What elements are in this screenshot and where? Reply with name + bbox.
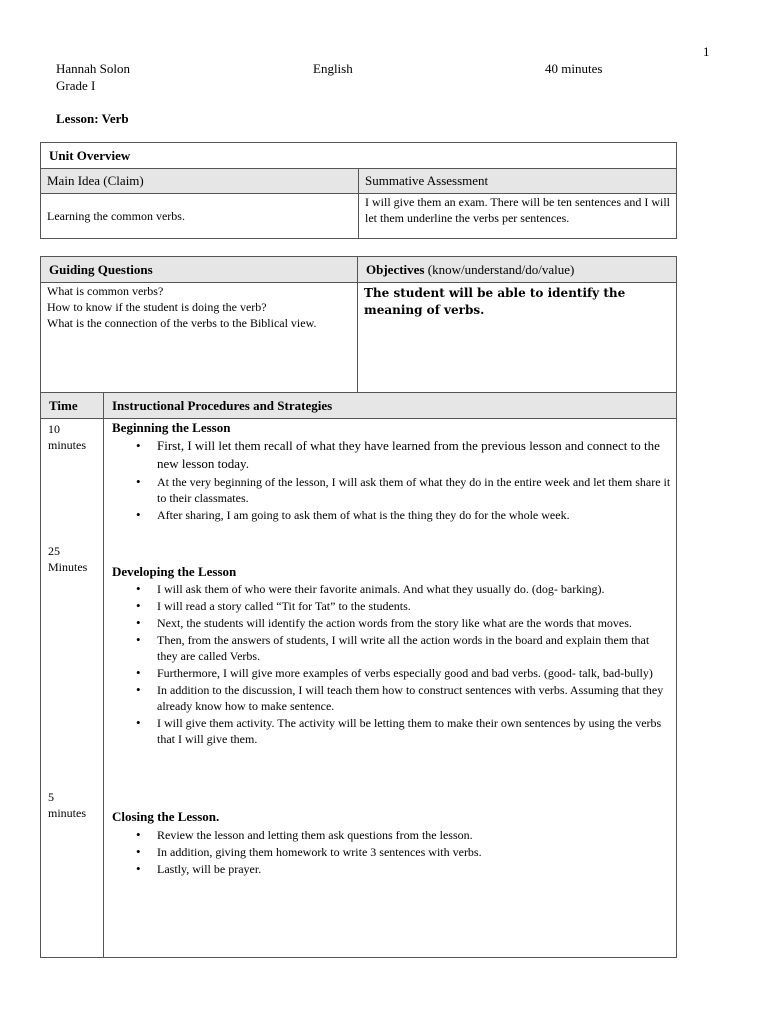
objectives-sub: (know/understand/do/value) [424,261,575,277]
time-unit: minutes [48,438,86,452]
list-item: • After sharing, I am going to ask them of what is the thing they do for the whole week. [112,507,672,523]
subject: English [313,61,353,76]
guiding-question: What is the connection of the verbs to the Biblical view. [47,316,317,330]
main-idea-label: Main Idea (Claim) [41,169,359,194]
beginning-items [112,437,672,524]
list-item: • I will read a story called “Tit for Tat” to the students. [112,598,672,614]
list-item: • First, I will let them recall of what they have learned from the previous lesson and connect to the new lesson today. [112,437,672,473]
procedures-table [40,392,677,958]
list-item: • Next, the students will identify the action words from the story like what are the words that moves. [112,615,672,631]
list-item: • In addition, giving them homework to write 3 sentences with verbs. [112,844,672,860]
objectives-label: Objectives [366,261,425,277]
closing-items [112,827,672,878]
time-value: 10 [48,422,60,436]
summative-assessment-text: I will give them an exam. There will be ten sentences and I will let them underline the verbs per sentences. [359,194,677,239]
strategies-column [104,419,677,958]
time-section-1 [48,421,86,453]
guiding-questions-title: Guiding Questions [41,257,358,283]
section-title-developing: Developing the Lesson [112,564,237,579]
list-item: • In addition to the discussion, I will teach them how to construct sentences with verbs. Assuming that they already know how to make sentence. [112,682,672,714]
section-title-beginning: Beginning the Lesson [112,420,231,435]
time-value: 25 [48,544,60,558]
teacher-name: Hannah Solon [56,61,131,76]
time-header: Time [41,393,104,419]
time-value: 5 [48,790,54,804]
summative-assessment-label: Summative Assessment [359,169,677,194]
time-section-2 [48,543,87,575]
objectives-header [358,257,677,283]
list-item: • At the very beginning of the lesson, I will ask them of what they do in the entire week and let them share it to their classmates. [112,474,672,506]
guiding-question: What is common verbs? [47,284,164,298]
section-title-closing: Closing the Lesson. [112,809,220,824]
time-unit: Minutes [48,560,88,574]
guiding-question: How to know if the student is doing the verb? [47,300,267,314]
lesson-title: Lesson: Verb [56,111,129,126]
grade: Grade I [56,78,96,93]
objective-text: The student will be able to identify the meaning of verbs. [364,286,626,317]
time-unit: minutes [48,806,86,820]
unit-overview-title: Unit Overview [41,143,677,169]
guiding-questions-list [41,283,358,394]
time-section-3 [48,789,86,821]
list-item: • Lastly, will be prayer. [112,861,672,877]
list-item: • I will ask them of who were their favorite animals. And what they usually do. (dog- barking). [112,581,672,597]
main-idea-text: Learning the common verbs. [41,194,359,239]
list-item: • I will give them activity. The activity will be letting them to make their own sentences by using the verbs that I will give them. [112,715,672,747]
page-number: 1 [703,44,710,59]
list-item: • Furthermore, I will give more examples of verbs especially good and bad verbs. (good- talk, bad-bully) [112,665,672,681]
objective-cell [358,283,677,394]
developing-items [112,581,672,748]
guiding-questions-table [40,256,677,394]
strategies-header: Instructional Procedures and Strategies [104,393,677,419]
list-item: • Then, from the answers of students, I will write all the action words in the board and explain them that they are called Verbs. [112,632,672,664]
time-column [41,419,104,958]
duration: 40 minutes [545,61,603,76]
unit-overview-table [40,142,677,239]
list-item: • Review the lesson and letting them ask questions from the lesson. [112,827,672,843]
